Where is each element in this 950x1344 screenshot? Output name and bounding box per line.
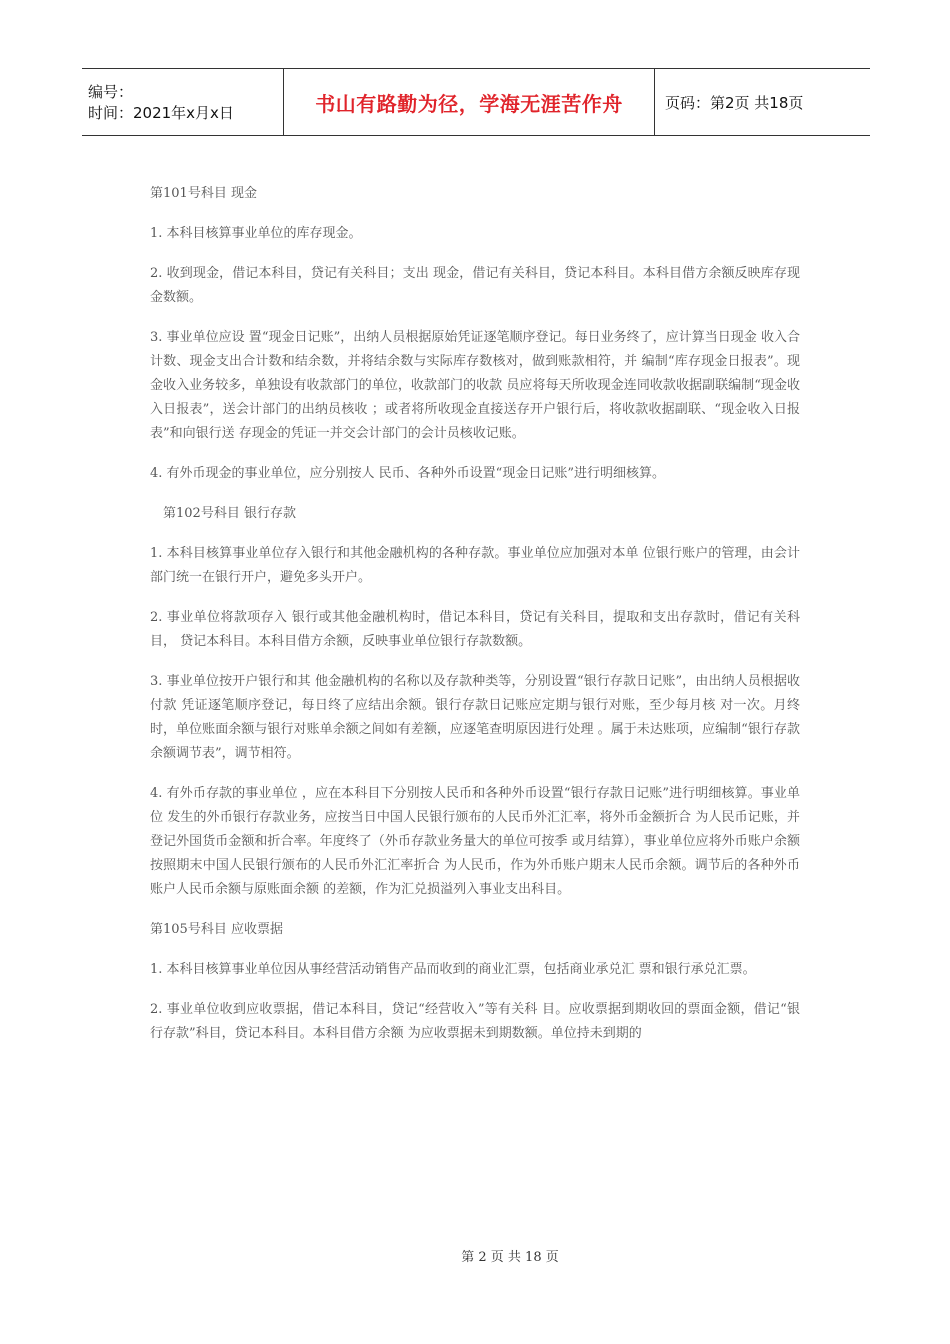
document-body xyxy=(150,178,800,1046)
page-header xyxy=(82,68,870,136)
header-meta xyxy=(82,69,283,135)
paragraph: 3. 事业单位应设 置“现金日记账”，出纳人员根据原始凭证逐笔顺序登记。每日业务终了，应计算当日现金 收入合计数、现金支出合计数和结余数，并将结余数与实际库存数核对，做到账款相符，并 编制“库存现金日报表”。现金收入业务较多，单独设有收款部门的单位，收款部门的收款 员应将每天所收现金连同收款收据副联编制“现金收入日报表”，送会计部门的出纳员核收 ；或者将所收现金直接送存开户银行后，将收款收据副联、“现金收入日报表”和向银行送 存现金的凭证一并交会计部门的会计员核收记账。 xyxy=(150,330,800,441)
document-date-label: 时间：2021年x月x日 xyxy=(88,104,234,122)
document-number-label: 编号： xyxy=(88,83,134,101)
paragraph: 4. 有外币现金的事业单位，应分别按人 民币、各种外币设置“现金日记账”进行明细核算。 xyxy=(150,466,665,481)
paragraph: 3. 事业单位按开户银行和其 他金融机构的名称以及存款种类等，分别设置“银行存款日记账”，由出纳人员根据收付款 凭证逐笔顺序登记，每日终了应结出余额。银行存款日记账应定期与银行对账，至少每月核 对一次。月终时，单位账面余额与银行对账单余额之间如有差额，应逐笔查明原因进行处理 。属于未达账项，应编制“银行存款余额调节表”，调节相符。 xyxy=(150,674,800,761)
section-heading-101: 第101号科目 现金 xyxy=(150,186,257,201)
paragraph: 1. 本科目核算事业单位因从事经营活动销售产品而收到的商业汇票，包括商业承兑汇 票和银行承兑汇票。 xyxy=(150,962,756,977)
section-heading-102: 第102号科目 银行存款 xyxy=(163,506,296,521)
section-heading-105: 第105号科目 应收票据 xyxy=(150,922,283,937)
paragraph: 1. 本科目核算事业单位存入银行和其他金融机构的各种存款。事业单位应加强对本单 位银行账户的管理，由会计部门统一在银行开户，避免多头开户。 xyxy=(150,546,800,585)
header-page-number: 页码：第2页 共18页 xyxy=(665,93,804,112)
paragraph: 2. 事业单位收到应收票据，借记本科目，贷记“经营收入”等有关科 目。应收票据到期收回的票面金额，借记“银行存款”科目，贷记本科目。本科目借方余额 为应收票据未到期数额。单位持未到期的 xyxy=(150,1002,800,1041)
header-motto: 书山有路勤为径，学海无涯苦作舟 xyxy=(283,69,655,135)
page-footer: 第 2 页 共 18 页 xyxy=(461,1250,559,1265)
paragraph: 2. 事业单位将款项存入 银行或其他金融机构时，借记本科目，贷记有关科目，提取和支出存款时，借记有关科目， 贷记本科目。本科目借方余额，反映事业单位银行存款数额。 xyxy=(150,610,800,649)
paragraph: 4. 有外币存款的事业单位 ，应在本科目下分别按人民币和各种外币设置“银行存款日记账”进行明细核算。事业单位 发生的外币银行存款业务，应按当日中国人民银行颁布的人民币外汇汇率，将外币金额折合 为人民币记账，并登记外国货币金额和折合率。年度终了（外币存款业务量大的单位可按季 或月结算），事业单位应将外币账户余额按照期末中国人民银行颁布的人民币外汇汇率折合 为人民币，作为外币账户期末人民币余额。调节后的各种外币账户人民币余额与原账面余额 的差额，作为汇兑损溢列入事业支出科目。 xyxy=(150,786,800,897)
paragraph: 1. 本科目核算事业单位的库存现金。 xyxy=(150,226,362,241)
paragraph: 2. 收到现金，借记本科目，贷记有关科目；支出 现金，借记有关科目，贷记本科目。本科目借方余额反映库存现金数额。 xyxy=(150,266,800,305)
